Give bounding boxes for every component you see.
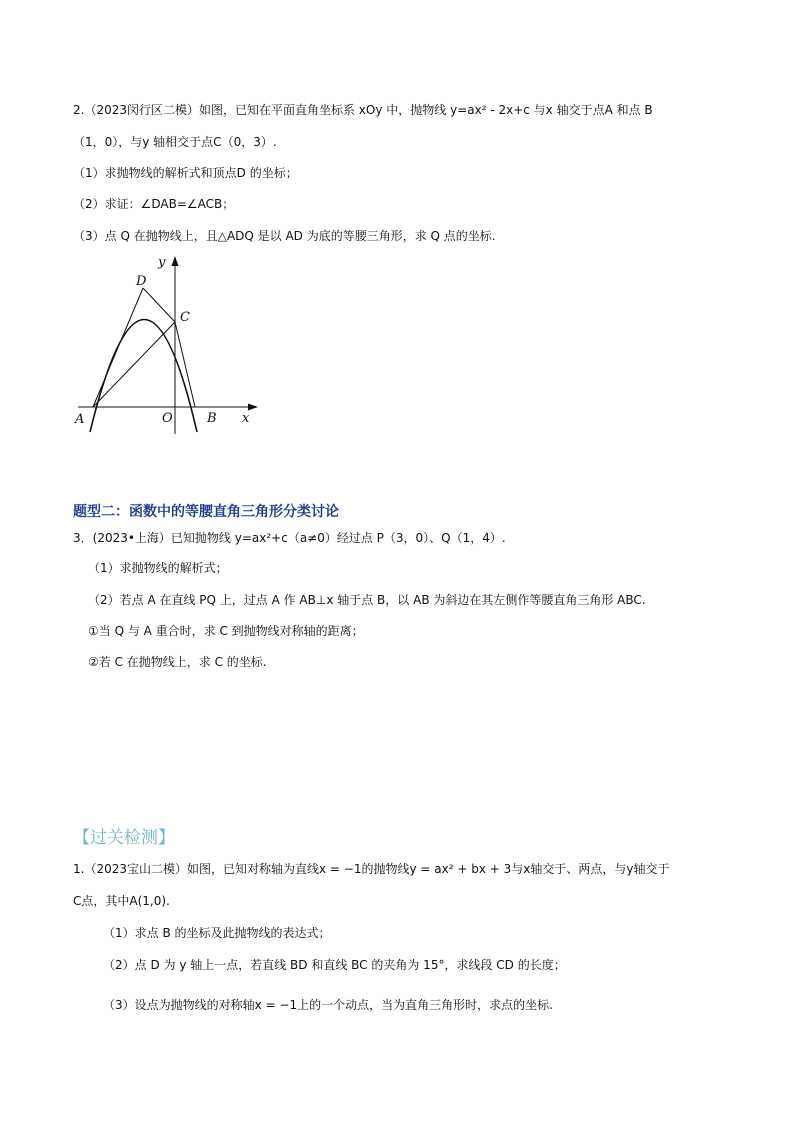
label-D: D	[136, 274, 147, 289]
review-problem-1-line-1: 1.（2023宝山二模）如图，已知对称轴为直线x = −1的抛物线y = ax² + bx + 3与x轴交于、两点，与y轴交于	[73, 862, 670, 876]
problem-2-line-2: （1，0），与y 轴相交于点C（0，3）.	[73, 135, 277, 149]
label-y: y	[158, 255, 166, 270]
review-problem-1-question-2: （2）点 D 为 y 轴上一点，若直线 BD 和直线 BC 的夹角为 15°，求线段 CD 的长度；	[103, 958, 566, 972]
label-B: B	[207, 411, 217, 426]
label-x: x	[242, 411, 250, 426]
x-axis-arrow	[248, 404, 258, 411]
segment-AC	[93, 322, 175, 407]
problem-2-question-1: （1）求抛物线的解析式和顶点D 的坐标；	[73, 166, 298, 180]
segment-DC	[143, 288, 175, 322]
problem-3-question-2: （2）若点 A 在直线 PQ 上，过点 A 作 AB⊥x 轴于点 B，以 AB 为斜边在其左侧作等腰直角三角形 ABC.	[88, 593, 646, 607]
label-A: A	[75, 412, 85, 427]
parabola-figure	[70, 252, 270, 437]
problem-3-question-2b: ②若 C 在抛物线上，求 C 的坐标.	[88, 655, 267, 669]
segment-AD	[93, 288, 143, 407]
y-axis-arrow	[172, 256, 179, 266]
problem-3-question-2a: ①当 Q 与 A 重合时，求 C 到抛物线对称轴的距离；	[88, 624, 364, 638]
label-C: C	[180, 310, 190, 325]
problem-2-question-2: （2）求证：∠DAB=∠ACB；	[73, 197, 235, 211]
label-O: O	[162, 411, 173, 426]
problem-3-line-1: 3．(2023•上海）已知抛物线 y=ax²+c（a≠0）经过点 P（3，0）、Q（1，4）.	[73, 531, 506, 545]
review-problem-1-line-2: C点，其中A(1,0).	[73, 894, 170, 908]
problem-3-question-1: （1）求抛物线的解析式；	[88, 561, 228, 575]
problem-2-line-1: 2.（2023闵行区二模）如图，已知在平面直角坐标系 xOy 中，抛物线 y=ax² - 2x+c 与x 轴交于点A 和点 B	[73, 103, 653, 117]
review-title: 【过关检测】	[73, 828, 175, 848]
section-2-title: 题型二：函数中的等腰直角三角形分类讨论	[73, 504, 339, 520]
review-problem-1-question-3: （3）设点为抛物线的对称轴x = −1上的一个动点，当为直角三角形时，求点的坐标.	[103, 998, 553, 1012]
problem-2-question-3: （3）点 Q 在抛物线上，且△ADQ 是以 AD 为底的等腰三角形，求 Q 点的坐标.	[73, 229, 496, 243]
review-problem-1-question-1: （1）求点 B 的坐标及此抛物线的表达式；	[103, 926, 331, 940]
